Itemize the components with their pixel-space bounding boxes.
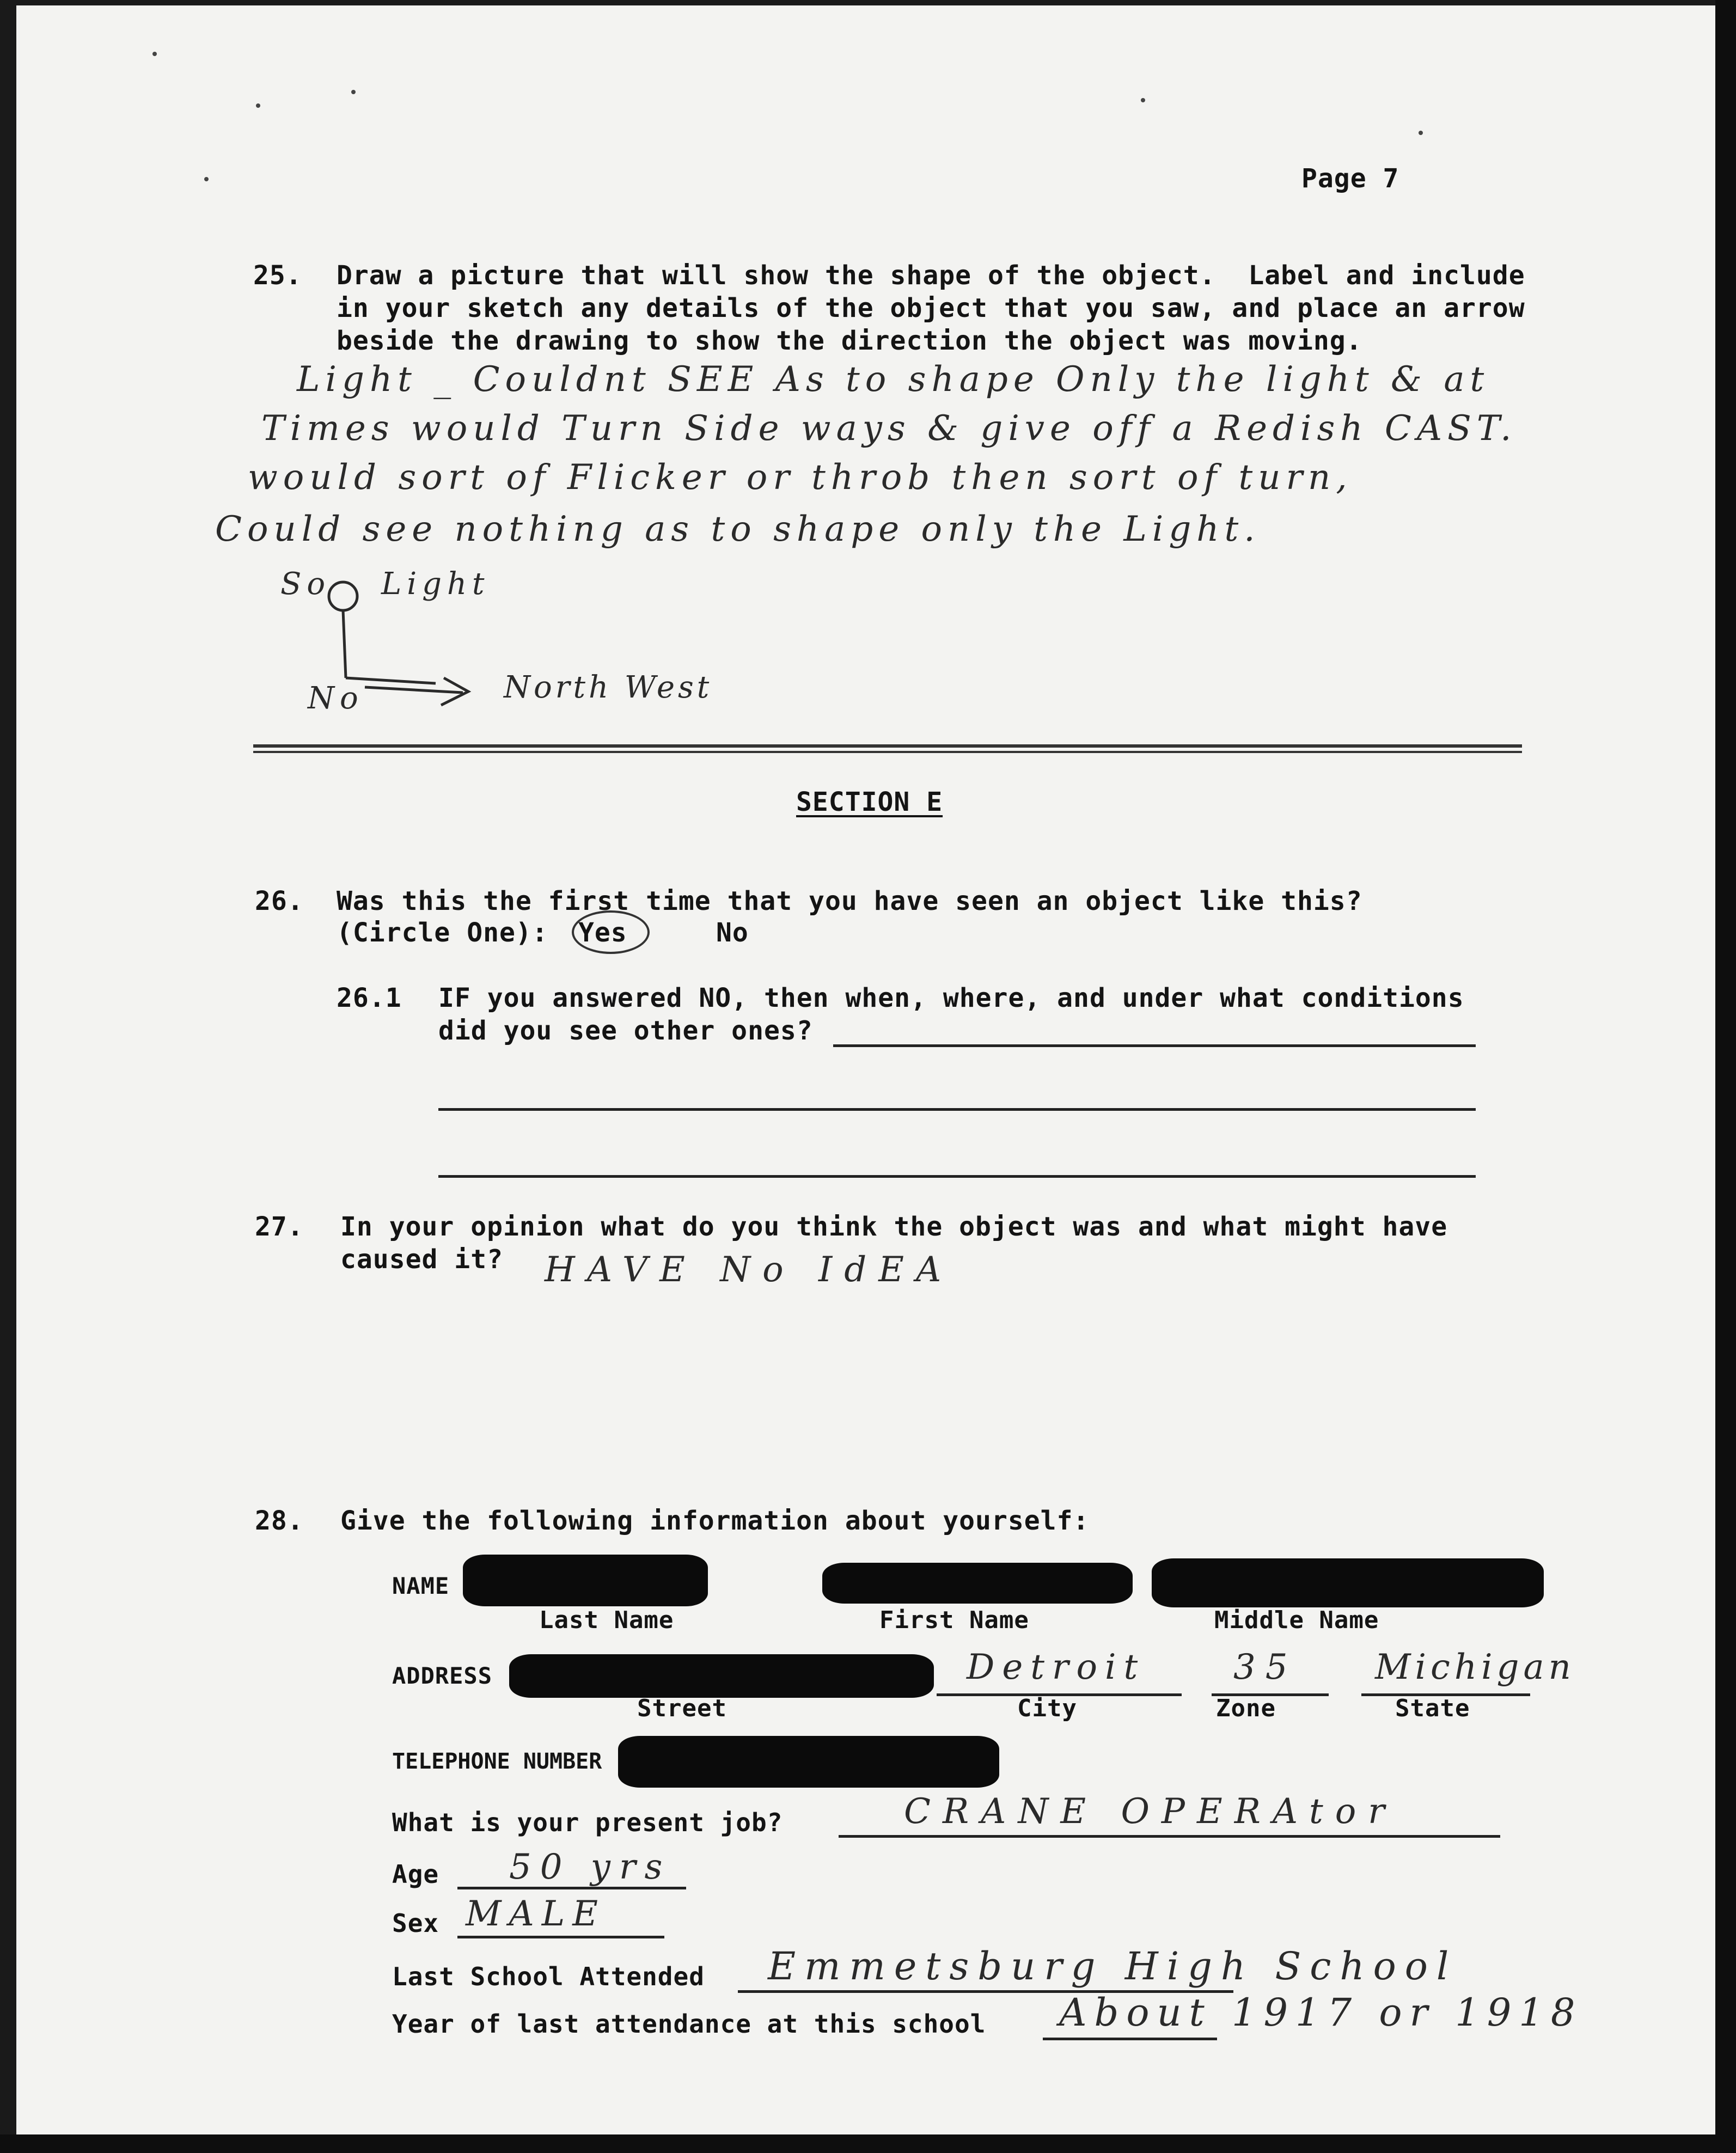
scan-border-right	[1715, 0, 1736, 2153]
q26-option-yes: Yes	[578, 918, 627, 948]
q27-answer: HAVE No IdEA	[545, 1250, 953, 1290]
q26-1-answer-line	[438, 1175, 1476, 1178]
q25-answer-line-1: Light _ Couldnt SEE As to shape Only the light & at	[297, 359, 1490, 400]
q27-line-2: caused it?	[340, 1244, 503, 1275]
section-title: SECTION E	[796, 787, 943, 817]
q26-1-line-2: did you see other ones?	[438, 1016, 813, 1046]
school-label: Last School Attended	[392, 1962, 705, 1991]
year-line	[1043, 2038, 1217, 2040]
q25-line-2: in your sketch any details of the object that you saw, and place an arrow	[337, 293, 1525, 323]
section-divider	[253, 744, 1522, 753]
city-label: City	[1017, 1695, 1077, 1722]
sex-value: MALE	[466, 1894, 606, 1934]
light-circle-icon	[329, 582, 357, 610]
redaction-first-name	[822, 1563, 1133, 1604]
scan-speck	[204, 177, 209, 181]
state-label: State	[1395, 1695, 1470, 1722]
sex-label: Sex	[392, 1909, 439, 1938]
sketch-light-diagram	[305, 566, 795, 730]
q27-line-1: In your opinion what do you think the object was and what might have	[340, 1212, 1448, 1242]
q25-answer-line-4: Could see nothing as to shape only the Light.	[215, 509, 1261, 549]
sketch-direction-label: North West	[504, 670, 713, 705]
q26-1-line-1: IF you answered NO, then when, where, and under what conditions	[438, 983, 1464, 1013]
sex-line	[457, 1936, 664, 1938]
school-value: Emmetsburg High School	[768, 1944, 1458, 1989]
direction-arrow-icon	[365, 687, 463, 693]
sketch-light-label: Light	[381, 566, 490, 602]
scan-speck	[1141, 98, 1145, 102]
q26-1-number: 26.1	[337, 983, 402, 1013]
middle-name-label: Middle Name	[1214, 1606, 1379, 1634]
page-label: Page 7	[1301, 163, 1399, 194]
redaction-middle-name	[1152, 1558, 1544, 1607]
state-value: Michigan	[1375, 1647, 1575, 1687]
sketch-so-label: So	[280, 566, 331, 602]
sketch-no-label: No	[308, 681, 364, 716]
q26-option-no: No	[716, 918, 749, 948]
redaction-last-name	[463, 1555, 708, 1606]
q25-answer-line-3: would sort of Flicker or throb then sort of turn,	[248, 457, 1353, 498]
q28-number: 28.	[255, 1506, 304, 1536]
telephone-label: TELEPHONE NUMBER	[392, 1749, 602, 1774]
name-label: NAME	[392, 1573, 450, 1599]
last-name-label: Last Name	[539, 1606, 674, 1634]
q25-number: 25.	[253, 260, 302, 291]
q25-answer-line-2: Times would Turn Side ways & give off a Redish CAST.	[261, 408, 1517, 449]
age-label: Age	[392, 1860, 439, 1889]
first-name-label: First Name	[879, 1606, 1029, 1634]
address-label: ADDRESS	[392, 1662, 493, 1689]
scan-speck	[1419, 131, 1423, 135]
street-label: Street	[637, 1695, 727, 1722]
scan-speck	[256, 103, 260, 108]
q25-line-3: beside the drawing to show the direction the object was moving.	[337, 326, 1362, 356]
city-value: Detroit	[967, 1647, 1146, 1687]
q26-number: 26.	[255, 886, 304, 916]
year-value: About 1917 or 1918	[1059, 1990, 1583, 2035]
q26-circle-one: (Circle One):	[337, 918, 548, 948]
redaction-street	[509, 1654, 934, 1698]
scan-border-bottom	[0, 2134, 1736, 2153]
job-label: What is your present job?	[392, 1808, 783, 1837]
job-value: CRANE OPERAtor	[904, 1791, 1397, 1832]
q25-line-1: Draw a picture that will show the shape of the object. Label and include	[337, 260, 1525, 291]
age-value: 50 yrs	[509, 1847, 671, 1887]
q26-1-answer-line	[438, 1108, 1476, 1111]
scan-speck	[351, 90, 356, 94]
year-label: Year of last attendance at this school	[392, 2009, 986, 2039]
q26-line-1: Was this the first time that you have seen an object like this?	[337, 886, 1362, 916]
q26-1-answer-line	[833, 1044, 1476, 1047]
zone-label: Zone	[1216, 1695, 1276, 1722]
q28-line-1: Give the following information about yourself:	[340, 1506, 1090, 1536]
redaction-telephone	[618, 1736, 999, 1788]
job-line	[839, 1835, 1500, 1838]
zone-value: 35	[1233, 1647, 1298, 1687]
scan-speck	[152, 52, 157, 56]
q27-number: 27.	[255, 1212, 304, 1242]
